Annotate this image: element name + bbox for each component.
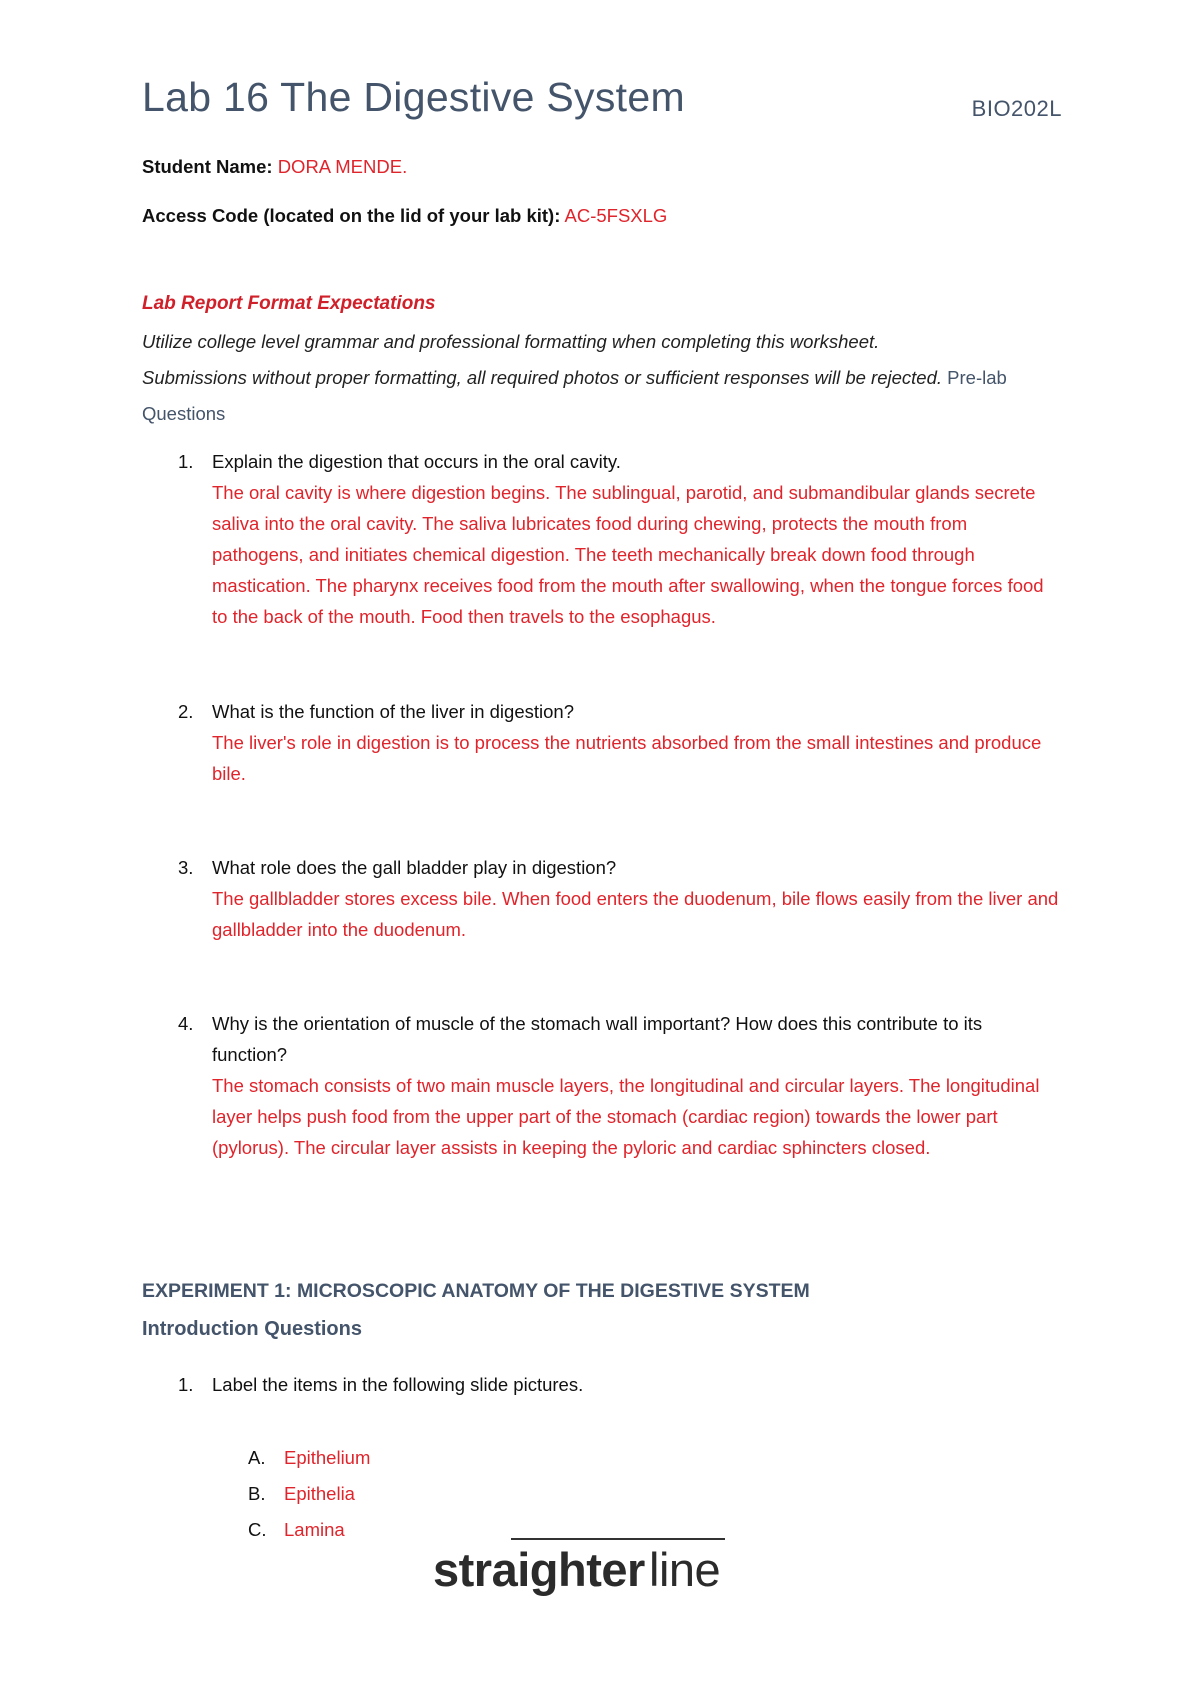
- label-letter: A.: [248, 1447, 266, 1468]
- question-number: 4.: [178, 1013, 194, 1034]
- answer-text: The gallbladder stores excess bile. When food enters the duodenum, bile flows easily from the liver and gallbladder into the duodenum.: [212, 888, 1059, 940]
- experiment-1-heading: EXPERIMENT 1: MICROSCOPIC ANATOMY OF THE DIGESTIVE SYSTEM: [142, 1280, 810, 1302]
- question-number: 1.: [178, 451, 194, 472]
- course-code: BIO202L: [971, 96, 1062, 121]
- question-number: 1.: [178, 1374, 194, 1395]
- question-text: What role does the gall bladder play in digestion?: [212, 857, 617, 878]
- format-line-2: Submissions without proper formatting, all required photos or sufficient responses will be rejected.: [142, 367, 943, 388]
- access-code-field: [142, 205, 667, 227]
- prelab-question-2: [142, 696, 1062, 789]
- label-letter: C.: [248, 1519, 267, 1540]
- straighterline-logo: [433, 1534, 773, 1604]
- slide-labels-list: [212, 1440, 370, 1548]
- logo-text-thin: line: [649, 1543, 721, 1596]
- logo-overline: [511, 1538, 725, 1540]
- student-name-value: DORA MENDE.: [277, 156, 408, 177]
- format-expectations-heading: Lab Report Format Expectations: [142, 293, 436, 314]
- access-code-label: Access Code (located on the lid of your lab kit):: [142, 205, 561, 226]
- question-number: 2.: [178, 701, 194, 722]
- label-answer: Lamina: [284, 1519, 345, 1540]
- format-line-1: Utilize college level grammar and professional formatting when completing this worksheet.: [142, 331, 880, 352]
- question-text: What is the function of the liver in digestion?: [212, 701, 574, 722]
- document-header: [142, 74, 1062, 134]
- answer-text: The oral cavity is where digestion begins. The sublingual, parotid, and submandibular glands secrete saliva into the oral cavity. The saliva lubricates food during chewing, protects the mouth from pathogens, and initiates chemical digestion. The teeth mechanically break down food through mastication. The pharynx receives food from the mouth after swallowing, when the tongue forces food to the back of the mouth. Food then travels to the esophagus.: [212, 482, 1044, 627]
- prelab-questions-heading: Pre-lab Questions: [142, 367, 1007, 424]
- access-code-value: AC-5FSXLG: [564, 205, 668, 226]
- logo-text-bold: straighter: [433, 1543, 645, 1596]
- prelab-question-4: [142, 1008, 1062, 1163]
- question-number: 3.: [178, 857, 194, 878]
- introduction-questions-heading: Introduction Questions: [142, 1318, 362, 1340]
- format-expectations-text: [142, 324, 1062, 432]
- list-item: [212, 1476, 370, 1512]
- prelab-question-1: [142, 446, 1062, 632]
- intro-question-1: [142, 1369, 1062, 1400]
- list-item: [212, 1512, 370, 1548]
- question-text: Label the items in the following slide pictures.: [212, 1374, 584, 1395]
- answer-text: The stomach consists of two main muscle layers, the longitudinal and circular layers. The longitudinal layer helps push food from the upper part of the stomach (cardiac region) towards the lower part (pylorus). The circular layer assists in keeping the pyloric and cardiac sphincters closed.: [212, 1075, 1040, 1158]
- label-letter: B.: [248, 1483, 266, 1504]
- student-name-label: Student Name:: [142, 156, 273, 177]
- label-answer: Epithelia: [284, 1483, 355, 1504]
- list-item: [212, 1440, 370, 1476]
- student-name-field: [142, 156, 407, 178]
- page-title: Lab 16 The Digestive System: [142, 74, 685, 120]
- label-answer: Epithelium: [284, 1447, 371, 1468]
- question-text: Explain the digestion that occurs in the oral cavity.: [212, 451, 621, 472]
- prelab-question-3: [142, 852, 1062, 945]
- question-text: Why is the orientation of muscle of the stomach wall important? How does this contribute to its function?: [212, 1013, 983, 1065]
- answer-text: The liver's role in digestion is to process the nutrients absorbed from the small intestines and produce bile.: [212, 732, 1042, 784]
